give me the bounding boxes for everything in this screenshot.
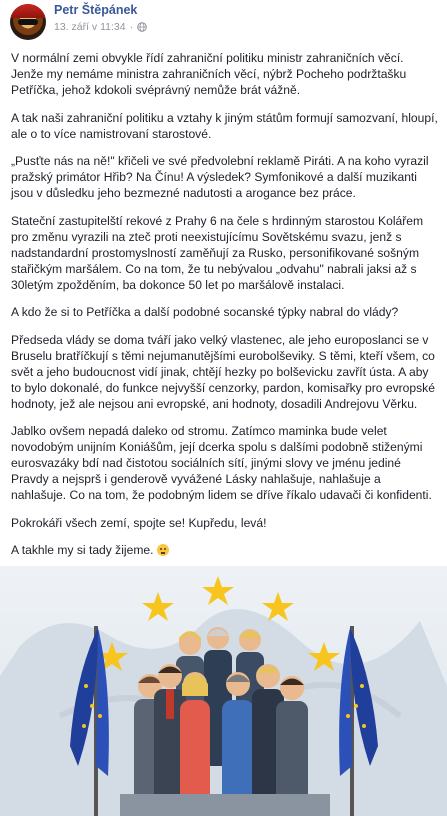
podium [120, 794, 330, 816]
eu-politicians-illustration [0, 566, 447, 816]
post-header [0, 0, 447, 38]
thinking-emoji-icon [157, 544, 169, 556]
post-paragraph: A kdo že si to Petříčka a další podobné socanské týpky nabral do vlády? [11, 305, 399, 319]
avatar-sunglasses [18, 19, 38, 25]
avatar-hat [10, 4, 46, 18]
author-avatar[interactable] [10, 4, 46, 40]
post-body [11, 50, 439, 570]
meta-separator: · [129, 21, 134, 33]
post-timestamp[interactable]: 13. září v 11:34 [54, 21, 126, 33]
globe-icon[interactable] [137, 22, 147, 32]
post-paragraph: Pokrokáři všech zemí, spojte se! Kupředu, levá! [11, 515, 267, 530]
post-image[interactable] [0, 566, 447, 816]
post-paragraph: „Pusťte nás na ně!" křičeli ve své předvolební reklamě Piráti. A na koho vyrazil pražský primátor Hřib? Na Čínu! A výsledek? Symfonikové a další muzikanti jsou v důsledku jeho bezmezné nadutosti a arogance bez práce. [11, 154, 429, 200]
post-paragraph: Předseda vlády se doma tváří jako velký vlastenec, ale jeho europoslanci se v Bruselu bratříčkují s těmi nejumanutějšími eurobolševiky. S těmi, kteří všem, co svět a jeho budoucnost vidí jinak, chtějí hezky po bolševicku zavřít ústa. A aby to bylo dokonalé, do funkce nejvyšší cenzorky, pardon, komisařky pro evropské hodnoty, jež ale nejsou ani evropské, ani hodnoty, dosadili Andrejovu Věrku. [11, 332, 435, 411]
post-meta [54, 21, 147, 33]
post-paragraph: Jablko ovšem nepadá daleko od stromu. Zatímco maminka bude velet novodobým unijním Koniášům, její dcerka spolu s dalšími podobně stiženými eurosvazáky bdí nad čistotou sociálních sítí, jinými slovy ve jménu jediné Pravdy a nejsprš i genderově vyvážené Lásky nahlašuje, nahlašuje a nahlašuje. Co na tom, že podobným lidem se dříve říkalo udavači či konfidenti. [11, 424, 432, 502]
post-paragraph: Stateční zastupitelští rekové z Prahy 6 na čele s hrdinným starostou Kolářem pro změnu vyrazili na zteč proti neexistujícímu Sovětskému svazu, jenž s nadstandardní prostomyslností zaměňují za Rusko, personifikované sošným stařičkým maršálem. Co na tom, že tu nebývalou „odvahu" nabrali jaksi až s 30letým zpožděním, ba dokonce 50 let po maršálově instalaci. [11, 213, 424, 292]
author-name[interactable]: Petr Štěpánek [54, 3, 138, 17]
post-paragraph: A takhle my si tady žijeme. [11, 543, 154, 557]
post-paragraph-last [11, 542, 439, 558]
post-paragraph: A tak naši zahraniční politiku a vztahy k jiným státům formují samozvaní, hloupí, ale o to více namistrovaní starostové. [11, 110, 438, 141]
post-paragraph: V normální zemi obvykle řídí zahraniční politiku ministr zahraničních věcí. Jenže my nemáme ministra zahraničních věcí, nýbrž Pocheho podržtašku Petříčka, jehož kdokoli svéprávný nemůže brát vážně. [11, 51, 407, 97]
